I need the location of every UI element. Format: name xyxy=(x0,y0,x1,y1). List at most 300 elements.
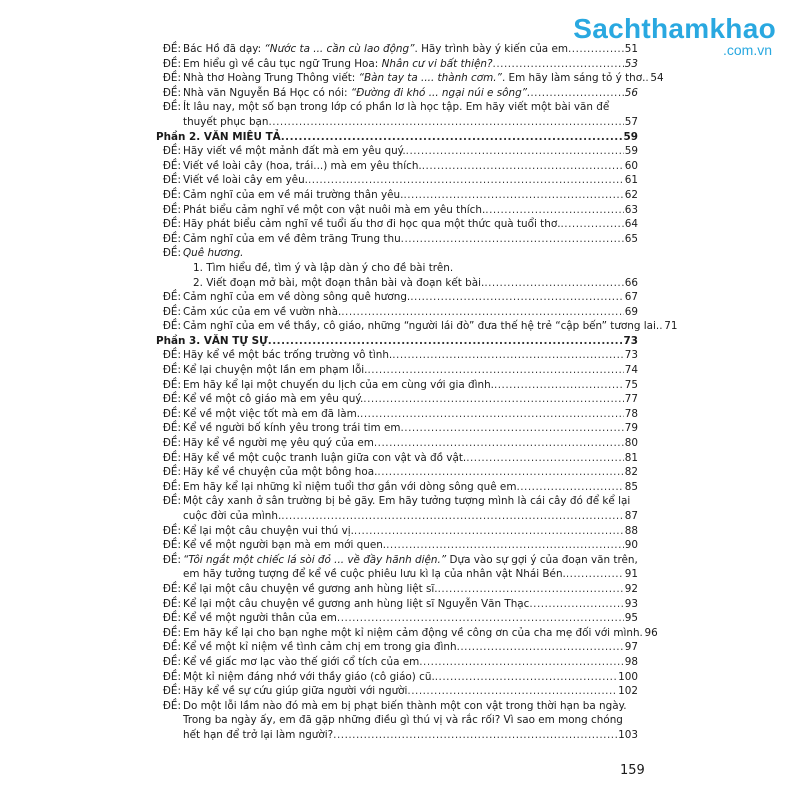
page-ref: 64 xyxy=(624,218,638,231)
toc-entry xyxy=(156,421,638,436)
dot-leader xyxy=(360,407,624,422)
toc-line xyxy=(183,626,658,641)
page-ref: 54 xyxy=(650,72,664,85)
title-segment: Kể về giấc mơ lạc vào thế giới cổ tích của em xyxy=(183,655,420,668)
title-segment: Hãy kể về sự cứu giúp giữa người với người xyxy=(183,685,408,698)
toc-entry xyxy=(156,582,638,597)
title-segment: Kể về một người bạn mà em mới quen. xyxy=(183,539,387,552)
title-segment: Cảm nghĩ của em về mái trường thân yêu. xyxy=(183,188,404,201)
entry-body xyxy=(183,494,638,523)
entry-title xyxy=(183,173,308,188)
toc-entry xyxy=(156,640,638,655)
title-segment: Em hãy kể lại một chuyến du lịch của em cùng với gia đình. xyxy=(183,378,494,391)
entry-body xyxy=(183,42,638,57)
toc-line xyxy=(183,684,638,699)
entry-body xyxy=(183,699,638,743)
entry-label: ĐỀ: xyxy=(162,247,181,260)
dot-leader xyxy=(529,597,623,612)
toc-entry xyxy=(156,407,638,422)
entry-body xyxy=(183,392,638,407)
entry-title xyxy=(183,246,243,261)
entry-body xyxy=(183,290,638,305)
entry-label: ĐỀ: xyxy=(162,451,181,464)
entry-body xyxy=(183,203,638,218)
title-segment: Nhà thơ Hoàng Trung Thông viết: xyxy=(183,72,359,85)
toc-line xyxy=(193,261,638,276)
entry-title xyxy=(183,290,410,305)
entry-title xyxy=(183,421,401,436)
entry-label: ĐỀ: xyxy=(162,218,181,231)
toc-line xyxy=(183,392,638,407)
title-segment: Em hiểu gì về câu tục ngữ Trung Hoa: xyxy=(183,57,382,70)
dot-leader xyxy=(568,42,624,57)
title-segment: Hãy kể về người mẹ yêu quý của em xyxy=(183,437,374,450)
title-segment: . Hãy trình bày ý kiến của em xyxy=(414,43,568,55)
toc-line xyxy=(183,494,638,509)
entry-body xyxy=(183,524,638,539)
entry-title xyxy=(183,582,438,597)
toc-line xyxy=(183,319,678,334)
table-of-contents xyxy=(156,42,678,743)
toc-entry xyxy=(156,392,638,407)
title-segment: Cảm nghĩ của em về đêm trăng Trung thu xyxy=(183,232,401,245)
toc-line xyxy=(156,130,638,145)
toc-line xyxy=(183,538,638,553)
dot-leader xyxy=(337,611,624,626)
toc-line xyxy=(183,144,638,159)
title-segment: Hãy viết về một mảnh đất mà em yêu quý. xyxy=(183,145,406,158)
dot-leader xyxy=(401,421,624,436)
toc-entry xyxy=(156,626,658,641)
logo-wordmark: Sachthamkhao xyxy=(573,13,776,44)
dot-leader xyxy=(485,203,623,218)
logo-domain: .com.vn xyxy=(722,42,772,58)
title-segment: Kể lại một câu chuyện về gương anh hùng liệt sĩ Nguyễn Văn Thạc xyxy=(183,597,530,610)
entry-body xyxy=(183,86,638,101)
page-ref: 100 xyxy=(618,670,638,683)
entry-title xyxy=(183,553,638,568)
title-segment: Nhân cư vi bất thiện? xyxy=(381,57,493,70)
dot-leader xyxy=(333,728,617,743)
entry-body xyxy=(183,348,638,363)
toc-line xyxy=(183,436,638,451)
toc-entry xyxy=(156,71,664,86)
title-segment: Do một lỗi lầm nào đó mà em bị phạt biến thành một con vật trong thời hạn ba ngày. xyxy=(183,699,627,712)
entry-label: ĐỀ: xyxy=(162,320,181,333)
toc-subitem xyxy=(156,276,638,291)
entry-label: ĐỀ: xyxy=(162,145,181,158)
toc-line xyxy=(183,348,638,363)
entry-title xyxy=(183,524,354,539)
subitem-body xyxy=(183,261,638,276)
entry-title xyxy=(183,392,363,407)
toc-line xyxy=(183,451,638,466)
toc-line xyxy=(183,232,638,247)
entry-body xyxy=(183,582,638,597)
page-ref: 51 xyxy=(624,43,638,55)
page-ref: 59 xyxy=(624,145,638,158)
title-segment: Nhà văn Nguyễn Bá Học có nói: xyxy=(183,86,351,99)
toc-entry xyxy=(156,232,638,247)
page-ref: 67 xyxy=(624,291,638,304)
page-ref: 75 xyxy=(624,378,638,391)
page-ref: 65 xyxy=(624,232,638,245)
page-ref: 62 xyxy=(624,188,638,201)
toc-entry xyxy=(156,538,638,553)
title-segment: Cảm nghĩ của em về dòng sông quê hương. xyxy=(183,291,411,304)
dot-leader xyxy=(377,465,623,480)
dot-leader xyxy=(494,378,624,393)
dot-leader xyxy=(484,276,623,291)
toc-line xyxy=(183,290,638,305)
entry-label: ĐỀ: xyxy=(162,641,181,654)
entry-label: ĐỀ: xyxy=(162,232,181,245)
page-ref: 91 xyxy=(624,568,638,581)
title-segment: Kể về một việc tốt mà em đã làm. xyxy=(183,407,361,420)
dot-leader xyxy=(566,567,624,582)
entry-title-continued: cuộc đời của mình. xyxy=(183,510,282,522)
toc-line xyxy=(183,655,638,670)
title-segment: Dựa vào sự gợi ý của đoạn văn trên, xyxy=(446,553,638,566)
page-ref: 78 xyxy=(624,407,638,420)
entry-label: ĐỀ: xyxy=(162,612,181,625)
toc-entry xyxy=(156,319,678,334)
entry-label: ĐỀ: xyxy=(162,422,181,435)
toc-entry xyxy=(156,670,638,685)
entry-body xyxy=(183,684,638,699)
toc-line xyxy=(183,567,638,582)
entry-title xyxy=(183,655,419,670)
entry-title-continued: hết hạn để trở lại làm người? xyxy=(183,728,334,741)
page-ref: 97 xyxy=(624,641,638,654)
page-ref: 56 xyxy=(624,86,638,99)
entry-label: ĐỀ: xyxy=(162,582,181,595)
toc-entry xyxy=(156,699,638,743)
page-ref: 95 xyxy=(624,612,638,625)
toc-entry xyxy=(156,57,638,72)
toc-entry xyxy=(156,203,638,218)
entry-body xyxy=(183,611,638,626)
page-ref: 73 xyxy=(624,349,638,362)
dot-leader xyxy=(406,144,624,159)
dot-leader xyxy=(516,480,623,495)
toc-entry xyxy=(156,524,638,539)
title-segment: Kể về một người thân của em xyxy=(183,612,337,625)
entry-body xyxy=(183,465,638,480)
toc-line xyxy=(183,217,638,232)
title-segment: Phát biểu cảm nghĩ về một con vật nuôi mà em yêu thích. xyxy=(183,203,486,216)
page-ref: 92 xyxy=(624,582,638,595)
dot-leader xyxy=(281,130,623,145)
entry-title xyxy=(183,305,341,320)
toc-line xyxy=(183,597,638,612)
toc-entry xyxy=(156,159,638,174)
entry-title xyxy=(183,626,640,641)
page-ref: 59 xyxy=(623,130,638,143)
toc-line xyxy=(183,71,664,86)
toc-entry xyxy=(156,451,638,466)
toc-entry xyxy=(156,480,638,495)
dot-leader xyxy=(438,582,624,597)
entry-body xyxy=(183,421,638,436)
page-ref: 63 xyxy=(624,203,638,216)
title-segment: Một kỉ niệm đáng nhớ với thầy giáo (cô giáo) cũ. xyxy=(183,670,435,683)
entry-title xyxy=(183,611,337,626)
toc-entry xyxy=(156,290,638,305)
page-ref: 66 xyxy=(624,276,638,289)
entry-label: ĐỀ: xyxy=(162,378,181,391)
toc-line xyxy=(183,670,638,685)
title-segment: “Đường đi khó ... ngại núi e sông”. xyxy=(350,86,531,99)
entry-label: ĐỀ: xyxy=(162,393,181,406)
entry-title xyxy=(183,378,494,393)
toc-entry xyxy=(156,611,638,626)
toc-entry xyxy=(156,348,638,363)
entry-title xyxy=(183,465,377,480)
page-ref: 73 xyxy=(623,334,638,347)
toc-entry xyxy=(156,100,638,129)
dot-leader xyxy=(308,173,624,188)
entry-body xyxy=(183,232,638,247)
entry-title xyxy=(183,203,485,218)
dot-leader xyxy=(392,348,624,363)
entry-label: ĐỀ: xyxy=(162,43,181,55)
entry-body xyxy=(183,363,638,378)
page-ref: 103 xyxy=(618,728,638,741)
entry-body xyxy=(183,436,638,451)
toc-entry xyxy=(156,246,638,261)
toc-line xyxy=(183,159,638,174)
dot-leader xyxy=(363,392,623,407)
toc-line xyxy=(183,407,638,422)
page-ref: 80 xyxy=(624,437,638,450)
title-segment: “Tôi ngắt một chiếc lá sòi đỏ ... về đầy hãnh diện.” xyxy=(183,553,447,566)
toc-line xyxy=(183,246,638,261)
toc-entry xyxy=(156,378,638,393)
entry-title xyxy=(183,42,568,57)
toc-line xyxy=(183,582,638,597)
dot-leader xyxy=(341,305,624,320)
entry-title xyxy=(183,159,422,174)
toc-line xyxy=(183,42,638,57)
page-ref: 85 xyxy=(624,480,638,493)
entry-label: ĐỀ: xyxy=(162,72,181,85)
title-segment: Kể về một kỉ niệm về tình cảm chị em trong gia đình xyxy=(183,641,457,654)
dot-leader xyxy=(354,524,624,539)
entry-title xyxy=(183,57,493,72)
entry-title xyxy=(183,217,561,232)
entry-title xyxy=(183,640,457,655)
toc-line xyxy=(183,363,638,378)
entry-body xyxy=(183,480,638,495)
entry-label: ĐỀ: xyxy=(162,553,181,566)
dot-leader xyxy=(281,509,624,524)
toc-line xyxy=(183,188,638,203)
entry-title xyxy=(183,407,360,422)
entry-title xyxy=(183,699,627,714)
toc-line xyxy=(183,100,638,115)
toc-line xyxy=(183,524,638,539)
entry-label: ĐỀ: xyxy=(162,480,181,493)
toc-entry xyxy=(156,217,638,232)
page-ref: 77 xyxy=(624,393,638,406)
dot-leader xyxy=(386,538,624,553)
entry-body xyxy=(183,553,638,582)
toc-section xyxy=(156,334,638,349)
page-ref: 74 xyxy=(624,364,638,377)
toc-entry xyxy=(156,553,638,582)
entry-title xyxy=(183,684,407,699)
dot-leader xyxy=(374,436,624,451)
toc-line xyxy=(193,276,638,291)
entry-label: ĐỀ: xyxy=(162,466,181,479)
entry-title xyxy=(183,451,466,466)
toc-line xyxy=(183,480,638,495)
dot-leader xyxy=(269,115,624,130)
entry-body xyxy=(183,144,638,159)
entry-body xyxy=(183,159,638,174)
entry-label: ĐỀ: xyxy=(162,407,181,420)
entry-body xyxy=(183,217,638,232)
entry-title xyxy=(183,100,609,115)
entry-label: ĐỀ: xyxy=(162,626,181,639)
toc-entry xyxy=(156,173,638,188)
dot-leader xyxy=(403,188,623,203)
toc-entry xyxy=(156,597,638,612)
dot-leader xyxy=(407,684,617,699)
toc-entry xyxy=(156,436,638,451)
page-ref: 79 xyxy=(624,422,638,435)
entry-label: ĐỀ: xyxy=(162,291,181,304)
subitem-text: 2. Viết đoạn mở bài, một đoạn thân bài và đoạn kết bài. xyxy=(193,276,485,289)
subitem-spacer xyxy=(156,276,183,291)
toc-entry xyxy=(156,188,638,203)
title-segment: . Em hãy làm sáng tỏ ý thơ. xyxy=(501,72,646,85)
subitem-text: 1. Tìm hiểu đề, tìm ý và lập dàn ý cho đề bài trên. xyxy=(193,261,454,274)
entry-label: ĐỀ: xyxy=(162,670,181,683)
dot-leader xyxy=(561,217,624,232)
toc-line xyxy=(183,173,638,188)
entry-label: ĐỀ: xyxy=(162,539,181,552)
dot-leader xyxy=(493,57,624,72)
page-ref: 98 xyxy=(624,655,638,668)
page-ref: 60 xyxy=(624,159,638,172)
entry-title xyxy=(183,494,630,509)
entry-title-continued: Trong ba ngày ấy, em đã gặp những điều gì thú vị và rắc rối? Vì sao em mong chóng xyxy=(183,714,623,727)
title-segment: Kể về một cô giáo mà em yêu quý. xyxy=(183,393,364,406)
entry-body xyxy=(183,319,678,334)
toc-section xyxy=(156,130,638,145)
toc-line xyxy=(183,728,638,743)
entry-title xyxy=(183,436,374,451)
toc-line xyxy=(183,509,638,524)
toc-entry xyxy=(156,655,638,670)
dot-leader xyxy=(419,655,624,670)
page-ref: 93 xyxy=(624,597,638,610)
entry-label: ĐỀ: xyxy=(162,437,181,450)
entry-label: ĐỀ: xyxy=(162,86,181,99)
entry-body xyxy=(183,538,638,553)
page-ref: 88 xyxy=(624,524,638,537)
toc-entry xyxy=(156,494,638,523)
entry-title xyxy=(183,71,645,86)
toc-entry xyxy=(156,363,638,378)
entry-title xyxy=(183,319,659,334)
dot-leader xyxy=(466,451,624,466)
entry-title xyxy=(183,188,403,203)
toc-entry xyxy=(156,42,638,57)
toc-line xyxy=(183,640,638,655)
entry-label: ĐỀ: xyxy=(162,159,181,172)
entry-label: ĐỀ: xyxy=(162,364,181,377)
toc-line xyxy=(183,713,638,728)
toc-entry xyxy=(156,305,638,320)
toc-line xyxy=(183,611,638,626)
dot-leader xyxy=(401,232,624,247)
entry-label: ĐỀ: xyxy=(162,188,181,201)
dot-leader xyxy=(268,334,623,349)
page-ref: 69 xyxy=(624,305,638,318)
toc-line xyxy=(183,699,638,714)
toc-entry xyxy=(156,684,638,699)
title-segment: Hãy kể về một bác trống trường vô tình. xyxy=(183,349,393,362)
dot-leader xyxy=(368,363,624,378)
entry-title-continued: thuyết phục bạn xyxy=(183,115,269,128)
section-title: Phần 2. VĂN MIÊU TẢ xyxy=(156,130,281,143)
toc-line xyxy=(183,465,638,480)
section-title: Phần 3. VĂN TỰ SỰ xyxy=(156,334,268,347)
title-segment: Kể lại một câu chuyện vui thú vị. xyxy=(183,524,354,537)
page-ref: 57 xyxy=(624,115,638,128)
entry-title xyxy=(183,597,529,612)
title-segment: Viết về loài cây em yêu. xyxy=(183,174,308,187)
entry-body xyxy=(183,655,638,670)
entry-title xyxy=(183,86,530,101)
title-segment: Cảm xúc của em về vườn nhà. xyxy=(183,305,342,318)
toc-line xyxy=(156,334,638,349)
title-segment: Hãy kể về một cuộc tranh luận giữa con vật và đồ vật. xyxy=(183,451,467,464)
entry-title xyxy=(183,348,392,363)
subitem-body xyxy=(183,276,638,291)
dot-leader xyxy=(410,290,624,305)
entry-body xyxy=(183,640,638,655)
page-ref: 87 xyxy=(624,510,638,522)
title-segment: Em hãy kể lại những kỉ niệm tuổi thơ gắn với dòng sông quê em xyxy=(183,480,517,493)
entry-label: ĐỀ: xyxy=(162,174,181,187)
entry-body xyxy=(183,378,638,393)
title-segment: Kể lại chuyện một lần em phạm lỗi. xyxy=(183,364,368,377)
title-segment: Kể lại một câu chuyện về gương anh hùng liệt sĩ. xyxy=(183,582,438,595)
page-ref: 61 xyxy=(624,174,638,187)
title-segment: Hãy kể về chuyện của một bông hoa. xyxy=(183,466,378,479)
page-ref: 82 xyxy=(624,466,638,479)
entry-body xyxy=(183,407,638,422)
title-segment: “Bàn tay ta .... thành cơm.” xyxy=(358,72,502,85)
entry-label: ĐỀ: xyxy=(162,699,181,712)
entry-label: ĐỀ: xyxy=(162,597,181,610)
entry-label: ĐỀ: xyxy=(162,101,181,114)
title-segment: Bác Hồ đã dạy: xyxy=(183,43,265,55)
entry-label: ĐỀ: xyxy=(162,203,181,216)
entry-body xyxy=(183,246,638,261)
toc-entry xyxy=(156,86,638,101)
toc-line xyxy=(183,57,638,72)
title-segment: Ít lâu nay, một số bạn trong lớp có phần lơ là học tập. Em hãy viết một bài văn để xyxy=(183,101,610,114)
entry-title xyxy=(183,538,386,553)
toc-line xyxy=(183,378,638,393)
entry-title xyxy=(183,480,516,495)
entry-label: ĐỀ: xyxy=(162,57,181,70)
